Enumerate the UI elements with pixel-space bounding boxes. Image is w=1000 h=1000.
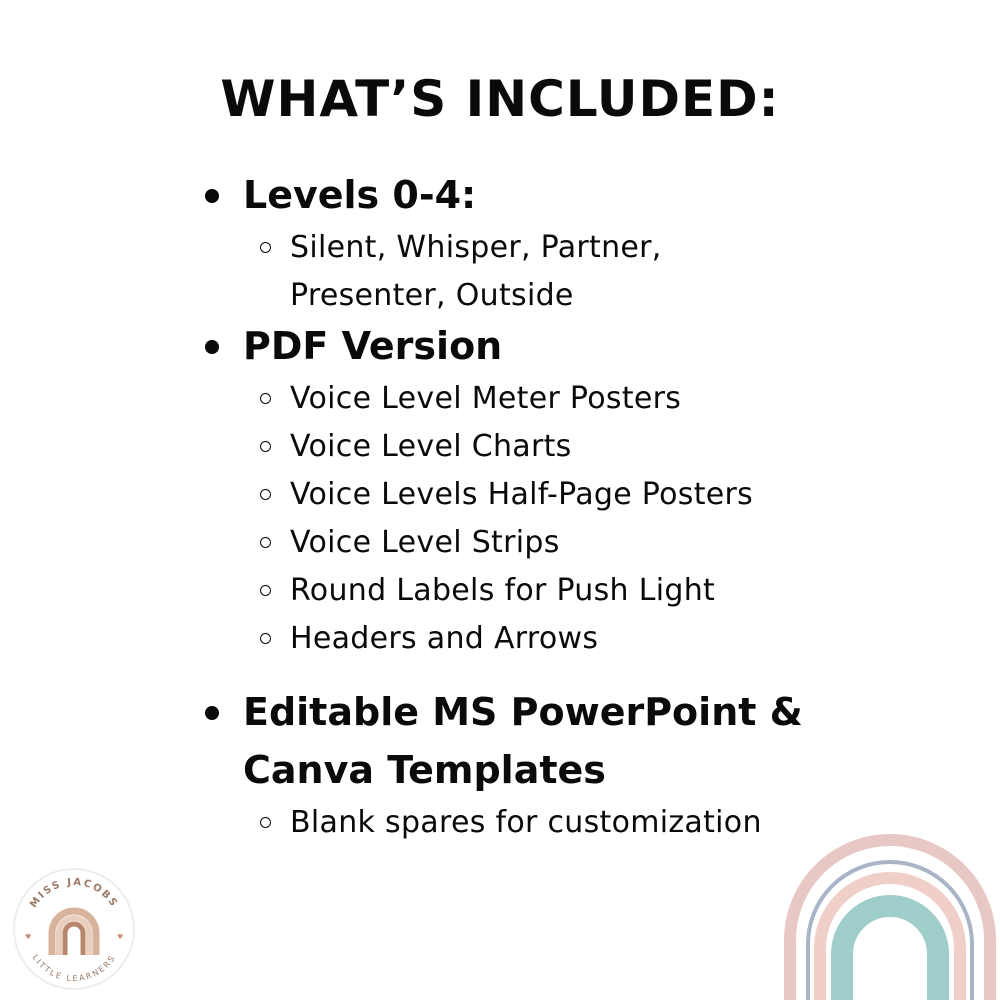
rainbow-decoration bbox=[780, 820, 1000, 1000]
item-line: Round Labels for Push Light bbox=[290, 573, 716, 608]
section-heading bbox=[200, 683, 850, 799]
heading-line: Levels 0-4: bbox=[243, 173, 477, 217]
sub-list bbox=[200, 375, 850, 663]
item-line: Blank spares for customization bbox=[290, 805, 762, 840]
list-item bbox=[200, 519, 850, 567]
sub-list bbox=[200, 224, 850, 320]
miss-jacobs-logo bbox=[12, 867, 136, 991]
heading-line: Canva Templates bbox=[243, 748, 606, 792]
section-heading bbox=[200, 166, 850, 224]
list-item bbox=[200, 471, 850, 519]
list-item bbox=[200, 375, 850, 423]
list-item bbox=[200, 567, 850, 615]
list-item bbox=[200, 799, 850, 847]
heart-icon: ♥ bbox=[117, 933, 124, 941]
list-item bbox=[200, 615, 850, 663]
item-line: Voice Level Charts bbox=[290, 429, 572, 464]
bullet-ring bbox=[260, 817, 271, 828]
bullet-ring bbox=[260, 242, 271, 253]
item-line: Silent, Whisper, Partner, bbox=[290, 230, 662, 265]
item-line: Voice Levels Half-Page Posters bbox=[290, 477, 754, 512]
bullet-ring bbox=[260, 585, 271, 596]
bullet-dot bbox=[205, 340, 219, 354]
list-item bbox=[200, 224, 850, 320]
heading-line: PDF Version bbox=[243, 324, 503, 368]
section-heading bbox=[200, 317, 850, 375]
sub-list bbox=[200, 799, 850, 847]
bullet-ring bbox=[260, 393, 271, 404]
page-title: WHAT’S INCLUDED: bbox=[220, 70, 780, 128]
rainbow-arcs bbox=[790, 840, 990, 1000]
bullet-ring bbox=[260, 537, 271, 548]
heading-line: Editable MS PowerPoint & bbox=[243, 690, 803, 734]
item-line: Voice Level Meter Posters bbox=[290, 381, 682, 416]
item-line: Voice Level Strips bbox=[290, 525, 560, 560]
heart-icon: ♥ bbox=[25, 933, 32, 941]
bullet-ring bbox=[260, 441, 271, 452]
logo-top-text: MISS JACOBS bbox=[28, 876, 120, 910]
list-item bbox=[200, 423, 850, 471]
item-line: Presenter, Outside bbox=[290, 278, 574, 313]
section-pdf-version bbox=[200, 317, 850, 663]
bullet-ring bbox=[260, 633, 271, 644]
bullet-dot bbox=[205, 189, 219, 203]
item-line: Headers and Arrows bbox=[290, 621, 599, 656]
section-levels bbox=[200, 166, 850, 320]
logo-bottom-text: LITTLE LEARNERS bbox=[30, 952, 118, 984]
section-editable-templates bbox=[200, 683, 850, 847]
bullet-ring bbox=[260, 489, 271, 500]
bullet-dot bbox=[205, 706, 219, 720]
